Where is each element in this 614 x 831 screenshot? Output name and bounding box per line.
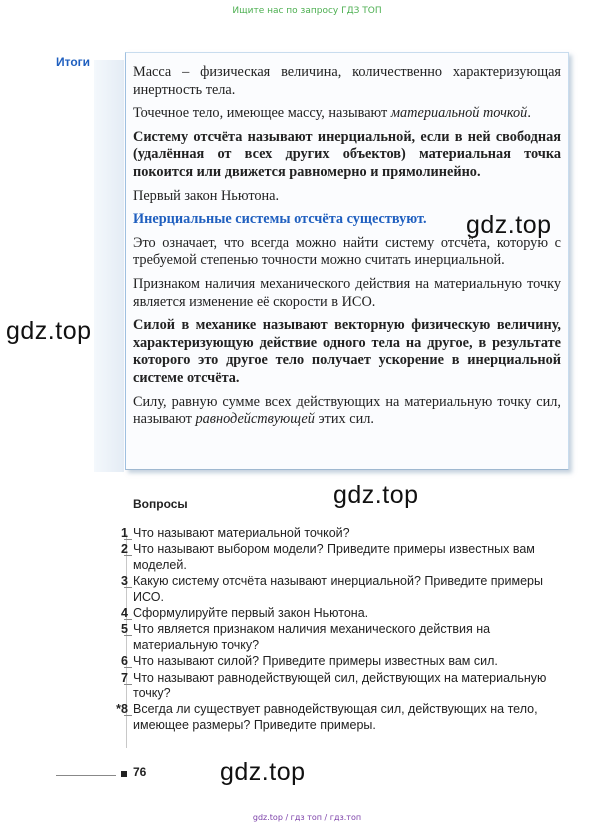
question-item [108, 574, 570, 605]
question-number: 1 [121, 526, 128, 540]
summary-paragraph-frames-exist: Инерциальные системы отсчёта существуют. [133, 211, 427, 228]
summary-p2-term: материальной точкой [390, 105, 528, 122]
summary-paragraph-meaning: Это означает, что всегда можно найти систему отсчёта, которую с требуемой степенью точности можно считать инерциальной. [133, 234, 561, 269]
watermark: gdz.top [220, 758, 306, 786]
questions-title: Вопросы [133, 497, 188, 511]
summary-paragraph-sign: Признаком наличия механического действия на материальную точку является изменение её скорости в ИСО. [133, 275, 561, 310]
footer-links: gdz.top / гдз топ / гдз.топ [252, 813, 362, 822]
page-number-marker [121, 771, 127, 777]
question-text: Сформулируйте первый закон Ньютона. [133, 606, 369, 621]
question-number: 2 [121, 542, 128, 557]
question-text: Что называют силой? Приведите примеры известных вам сил. [133, 654, 498, 669]
summary-paragraph-material-point [133, 105, 561, 123]
question-item [108, 526, 570, 541]
question-text: Какую систему отсчёта называют инерциальной? Приведите примеры ИСО. [133, 574, 543, 604]
summary-p9-post: этих сил. [314, 411, 374, 428]
summary-p9-pre: Силу, равную сумме всех действующих на материальную точку сил, называют [133, 393, 561, 428]
question-text: Что является признаком наличия механического действия на материальную точку? [133, 622, 491, 652]
watermark: gdz.top [333, 481, 419, 509]
question-tick [124, 715, 132, 716]
question-number: 5 [121, 622, 128, 637]
question-item [108, 702, 570, 733]
summary-p9-term: равнодействующей [195, 411, 315, 428]
summary-paragraph-inertial-frame: Систему отсчёта называют инерциальной, если в ней свободная (удалённая от всех других объектов) материальная точка покоится или движется равномерно и прямолинейно. [133, 128, 561, 180]
questions-list [108, 526, 570, 734]
question-tick [124, 619, 132, 620]
summary-p2-pre: Точечное тело, имеющее массу, называют [133, 105, 391, 122]
question-text: Что называют равнодействующей сил, действующих на материальную точку? [133, 670, 547, 701]
summary-text [133, 64, 561, 435]
question-tick [124, 684, 132, 685]
page-number-rule [56, 775, 116, 776]
watermark: gdz.top [6, 317, 92, 345]
page-number: 76 [133, 765, 147, 779]
question-text: Что называют материальной точкой? [133, 526, 350, 540]
summary-p2-post: . [527, 105, 531, 122]
top-banner: Ищите нас по запросу ГДЗ ТОП [232, 6, 382, 16]
question-number: 3 [121, 574, 128, 589]
summary-paragraph-resultant [133, 394, 561, 429]
question-tick [124, 667, 132, 668]
summary-paragraph-first-law: Первый закон Ньютона. [133, 187, 280, 204]
summary-paragraph-mass: Масса – физическая величина, количественно характеризующая инертность тела. [133, 64, 561, 98]
question-item [108, 606, 570, 621]
question-item [108, 622, 570, 653]
question-number: 6 [121, 654, 128, 669]
question-item [108, 671, 570, 702]
question-number: 4 [121, 606, 128, 621]
question-tick [124, 587, 132, 588]
watermark: gdz.top [466, 211, 552, 239]
question-text: Что называют выбором модели? Приведите примеры известных вам моделей. [133, 542, 535, 572]
summary-label: Итоги [56, 55, 91, 69]
question-tick [124, 555, 132, 556]
question-item [108, 542, 570, 573]
question-tick [124, 635, 132, 636]
question-text: Всегда ли существует равнодействующая сил, действующих на тело, имеющее размеры? Приведите примеры. [133, 702, 538, 732]
question-number: *8 [116, 702, 128, 717]
question-tick [124, 539, 132, 540]
question-number: 7 [121, 670, 128, 685]
summary-paragraph-force: Силой в механике называют векторную физическую величину, характеризующую действие одного тела на другое, в результате которого это другое тело получает ускорение в инерциальной системе отсчёта. [133, 317, 561, 386]
question-item [108, 654, 570, 669]
summary-side-stripe [94, 60, 124, 472]
